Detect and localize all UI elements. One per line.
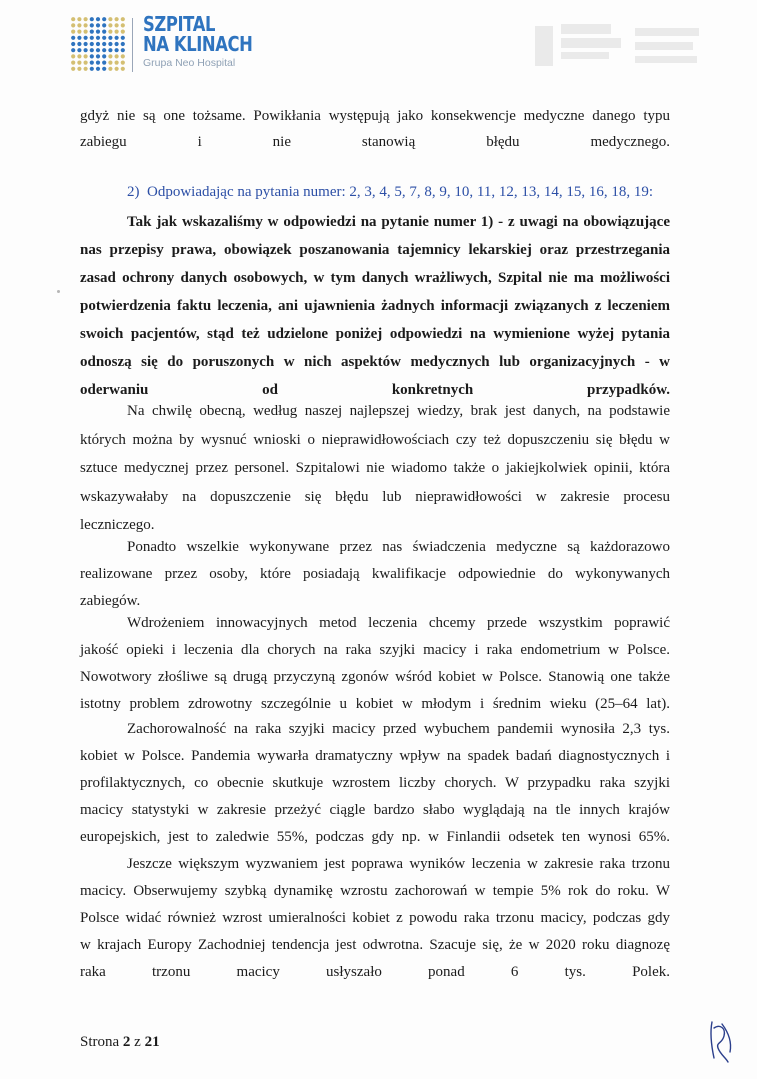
logo-dot-gold [77, 54, 81, 58]
logo-dot-blue [102, 23, 106, 27]
text-line: Jeszcze większym wyzwaniem jest poprawa wyników leczenia w zakresie raka trzonu [127, 856, 670, 872]
logo-dot-gold [84, 67, 88, 71]
logo-dot-blue [96, 23, 100, 27]
answer-2-bold-statement [80, 208, 670, 404]
text-line: zasad ochrony danych osobowych, w tym danych wrażliwych, Szpital nie ma możliwości [80, 270, 670, 286]
logo-dot-blue [77, 42, 81, 46]
logo-dot-gold [84, 61, 88, 65]
paragraph-no-errors [80, 397, 670, 540]
logo-dot-gold [121, 61, 125, 65]
text-line: zabiegów. [80, 593, 141, 609]
text-line: macicy. Obserwujemy szybką dynamikę wzrostu zachorowań w tempie 5% rok do roku. W [80, 883, 670, 899]
logo-dot-gold [115, 23, 119, 27]
text-line: raka trzonu macicy usłyszało ponad 6 tys. Polek. [80, 964, 670, 980]
paragraph-qualifications [80, 534, 670, 615]
page-of: z [134, 1034, 141, 1050]
text-line: odnoszą się do poruszonych w nich aspektów medycznych lub organizacyjnych - w [80, 354, 670, 370]
logo-dot-gold [84, 23, 88, 27]
text-line: w krajach Europy Zachodniej tendencja jest odwrotna. Szacuje się, że w 2020 roku diagnozę [80, 937, 670, 953]
logo-line-1: SZPITAL [143, 12, 216, 36]
logo-dot-gold [115, 17, 119, 21]
scan-speck [57, 290, 60, 293]
logo-dot-blue [84, 48, 88, 52]
logo-dot-gold [121, 67, 125, 71]
text-line: Nowotwory złośliwe są drugą przyczyną zgonów wśród kobiet w Polsce. Stanowią one także [80, 669, 670, 685]
text-line: oderwaniu od konkretnych przypadków. [80, 382, 670, 398]
logo-dot-blue [90, 36, 94, 40]
logo-dot-blue [90, 48, 94, 52]
logo-divider [132, 18, 133, 72]
logo-dot-blue [96, 30, 100, 34]
logo-dot-blue [108, 36, 112, 40]
text-line: zabiegu i nie stanowią błędu medycznego. [80, 134, 670, 150]
logo-dot-blue [90, 30, 94, 34]
text-line: leczniczego. [80, 517, 155, 533]
text-line: europejskich, jest to zaledwie 55%, podczas gdy np. w Finlandii odsetek ten wynosi 65%. [80, 829, 670, 845]
page-number [80, 1034, 160, 1051]
text-line: Polsce widać również wzrost umieralności kobiet z powodu raka trzonu macicy, podczas gdy [80, 910, 670, 926]
logo-dot-gold [115, 67, 119, 71]
logo-dot-gold [77, 30, 81, 34]
text-line: gdyż nie są one tożsame. Powikłania występują jako konsekwencje medyczne danego typu [80, 108, 670, 124]
logo-dot-blue [121, 48, 125, 52]
text-line: Tak jak wskazaliśmy w odpowiedzi na pytanie numer 1) - z uwagi na obowiązujące [127, 214, 670, 230]
logo-dot-blue [84, 42, 88, 46]
logo-dot-blue [102, 61, 106, 65]
logo-dot-blue [96, 42, 100, 46]
text-line: Na chwilę obecną, według naszej najlepszej wiedzy, brak jest danych, na podstawie [127, 403, 670, 419]
page-label: Strona [80, 1034, 120, 1050]
logo-dot-gold [121, 23, 125, 27]
logo-dot-gold [71, 67, 75, 71]
logo-dot-blue [71, 48, 75, 52]
logo-line-3: Grupa Neo Hospital [143, 57, 236, 69]
logo-dot-gold [71, 30, 75, 34]
logo-dot-blue [77, 48, 81, 52]
text-line: jakość opieki i leczenia dla chorych na raka szyjki macicy i raka endometrium w Polsce. [80, 642, 670, 658]
logo-dot-gold [115, 54, 119, 58]
text-line: swoich pacjentów, stąd też udzielone poniżej odpowiedzi na wymienione wyżej pytania [80, 326, 670, 342]
text-line: wskazywałaby na dopuszczenie się błędu lub nieprawidłowości w zakresie procesu [80, 488, 670, 505]
logo-dot-blue [90, 67, 94, 71]
text-line: profilaktycznych, co obecnie skutkuje wzrostem liczby chorych. W przypadku raka szyjki [80, 775, 670, 791]
paragraph-innovative-methods [80, 610, 670, 718]
logo-dot-blue [90, 61, 94, 65]
logo-dot-gold [108, 67, 112, 71]
bleed-through-ghost [535, 20, 705, 75]
logo-dot-gold [108, 61, 112, 65]
logo-dot-blue [84, 36, 88, 40]
logo-dot-blue [102, 67, 106, 71]
total-pages: 21 [144, 1034, 160, 1050]
logo-dot-blue [115, 48, 119, 52]
logo-dot-gold [121, 17, 125, 21]
logo-dot-gold [84, 17, 88, 21]
logo-dot-blue [96, 48, 100, 52]
logo-dot-gold [108, 23, 112, 27]
text-line: których można by wysnuć wnioski o nieprawidłowościach czy też dopuszczeniu się błędu w [80, 431, 670, 448]
logo-dot-gold [71, 23, 75, 27]
logo-line-2: NA KLINACH [143, 32, 253, 56]
logo-dot-gold [71, 17, 75, 21]
logo-dot-blue [90, 42, 94, 46]
logo-dot-blue [96, 61, 100, 65]
logo-dot-gold [84, 54, 88, 58]
text-line: nas przepisy prawa, obowiązek poszanowania tajemnicy lekarskiej oraz przestrzegania [80, 242, 670, 258]
logo-dot-blue [71, 36, 75, 40]
text-line: Ponadto wszelkie wykonywane przez nas świadczenia medyczne są każdorazowo [127, 539, 670, 555]
logo-dot-blue [102, 30, 106, 34]
logo-dot-blue [102, 54, 106, 58]
logo-dot-blue [115, 36, 119, 40]
logo-dot-gold [108, 30, 112, 34]
logo-dot-blue [96, 67, 100, 71]
logo-dot-blue [90, 17, 94, 21]
text-line: realizowane przez osoby, które posiadają kwalifikacje odpowiednie do wykonywanych [80, 566, 670, 582]
logo-dot-gold [115, 30, 119, 34]
logo-dot-blue [77, 36, 81, 40]
logo-dot-gold [77, 17, 81, 21]
handwritten-paraph [706, 1018, 736, 1064]
logo-cross-icon [70, 16, 126, 72]
logo-dot-blue [102, 42, 106, 46]
paragraph-endometrial-cancer [80, 851, 670, 986]
text-line: macicy statystyki w zakresie przeżyć ciągle bardzo słabo wyglądają na tle innych krajów [80, 802, 670, 818]
logo-dot-blue [96, 17, 100, 21]
logo-dot-gold [77, 67, 81, 71]
logo-dot-blue [90, 54, 94, 58]
logo-dot-gold [71, 61, 75, 65]
text-line: istotny problem zdrowotny szczególnie u kobiet w młodym i średnim wieku (25–64 lat). [80, 696, 670, 712]
logo-dot-gold [121, 30, 125, 34]
logo-dot-gold [71, 54, 75, 58]
logo-dot-gold [77, 61, 81, 65]
logo-dot-gold [84, 30, 88, 34]
logo-dot-blue [71, 42, 75, 46]
text-line: potwierdzenia faktu leczenia, ani ujawnienia żadnych informacji związanych z leczeniem [80, 298, 670, 314]
current-page: 2 [122, 1034, 131, 1050]
logo-dot-blue [115, 42, 119, 46]
logo-dot-blue [102, 36, 106, 40]
logo-dot-blue [102, 48, 106, 52]
logo-dot-blue [108, 42, 112, 46]
logo-dot-blue [96, 54, 100, 58]
logo-wordmark [143, 14, 277, 70]
logo-dot-gold [115, 61, 119, 65]
logo-dot-blue [121, 36, 125, 40]
text-line: Wdrożeniem innowacyjnych metod leczenia chcemy przede wszystkim poprawić [127, 615, 670, 631]
logo-dot-blue [108, 48, 112, 52]
logo-dot-blue [102, 17, 106, 21]
logo-dot-blue [121, 42, 125, 46]
logo-dot-gold [108, 17, 112, 21]
paragraph-continuation [80, 103, 670, 155]
logo-dot-gold [121, 54, 125, 58]
text-line: kobiet w Polsce. Pandemia wywarła dramatyczny wpływ na spadek badań diagnostycznych i [80, 748, 670, 764]
answer-2-heading: 2) Odpowiadając na pytania numer: 2, 3, 4, 5, 7, 8, 9, 10, 11, 12, 13, 14, 15, 16, 18, 19: [127, 184, 654, 200]
logo-dot-blue [90, 23, 94, 27]
paragraph-cervical-cancer [80, 716, 670, 851]
text-line: sztuce medycznej przez personel. Szpitalowi nie wiadomo także o jakiejkolwiek opinii, która [80, 460, 670, 476]
text-line: Zachorowalność na raka szyjki macicy przed wybuchem pandemii wynosiła 2,3 tys. [127, 721, 670, 737]
logo-dot-gold [77, 23, 81, 27]
logo-dot-gold [108, 54, 112, 58]
logo-dot-blue [96, 36, 100, 40]
